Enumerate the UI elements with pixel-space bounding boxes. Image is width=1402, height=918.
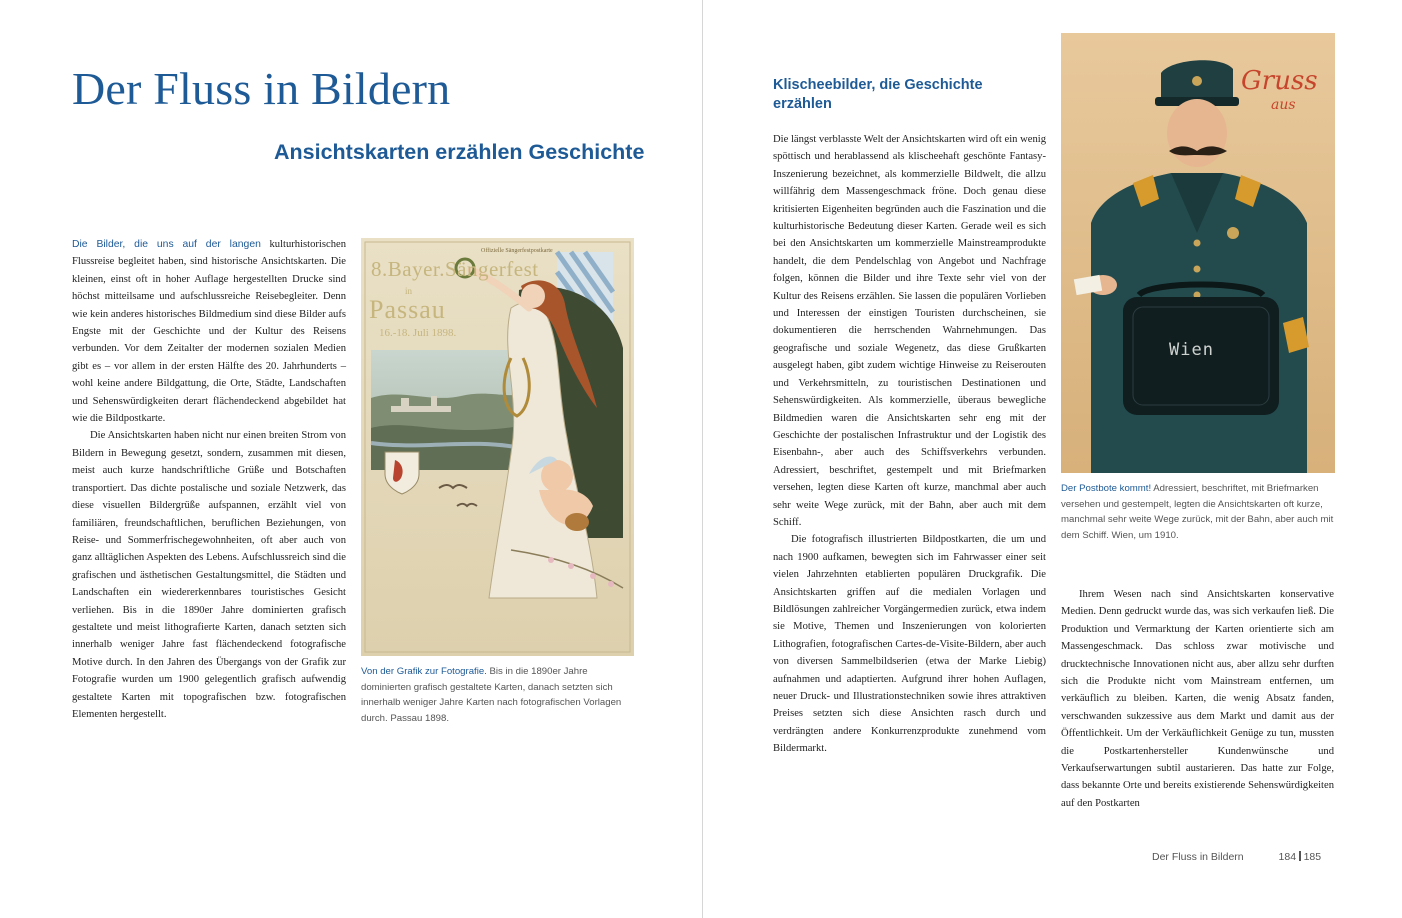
passau-postcard-image	[361, 238, 634, 656]
page-numbers	[1279, 851, 1322, 863]
left-caption-highlight: Von der Grafik zur Fotografie.	[361, 666, 487, 677]
card-title-line3: Passau	[369, 295, 446, 324]
lead-in-text: Die Bilder, die uns auf der langen	[72, 239, 261, 250]
left-paragraph-1: Die Bilder, die uns auf der langen kulturhistorischen Flussreise begleitet haben, sind historische Ansichtskarten. Die kleinen, einst oft in hoher Auflage hergestellten Drucke sind höchst mitteilsame und aufschlussreiche Reisebegleiter. Denn wie kein anderes historisches Bildmedium sind diese Bilder aufs Engste mit der Geschichte und der Kultur des Reisens verbunden. Vor dem Zeitalter der modernen sozialen Medien gibt es – vor allem in der ersten Hälfte des 20. Jahrhunderts – wohl keine andere Bildgattung, die Orte, Städte, Landschaften und Sehenswürdigkeiten derart flächendeckend abgebildet hat wie die Bildpostkarte.	[72, 239, 346, 425]
bag-label-text: Wien	[1169, 340, 1214, 360]
page-number-separator	[1299, 851, 1301, 861]
running-title: Der Fluss in Bildern	[1152, 851, 1244, 863]
card-title-line2: in	[405, 286, 413, 296]
page-number-left: 184	[1278, 851, 1297, 863]
mail-bag	[1123, 285, 1279, 416]
left-body-text	[72, 236, 346, 723]
page-subtitle: Ansichtskarten erzählen Geschichte	[274, 140, 645, 164]
card-aus-text: aus	[1271, 97, 1296, 113]
card-header-text: Offizielle Sängerfestpostkarte	[481, 248, 553, 254]
right-paragraph-2: Die fotografisch illustrierten Bildpostkarten, die um und nach 1900 aufkamen, bewegten sich im Fahrwasser einer seit vielen Jahrzehnten etablierten populären Druckgrafik. Die Ansichtskarten griffen auf die medialen Vorlagen und Bildlösungen zahlreicher Vorgängermedien zurück, etwa indem sie Motive, Themen und Inszenierungen von kolorierten Lithografien, fotografischen Cartes-de-Visite-Bildern, aber auch von diversen Sammelbildserien (etwa der Marke Liebig) aufnahmen und adaptierten. Aufgrund ihrer hohen Auflagen, neuer Druck- und Illustrationstechniken sowie ihres attraktiven Preises setzten sich diese Ansichten rasch durch und verdrängten andere Konkurrenzprodukte zunehmend vom Bildermarkt.	[773, 534, 1046, 755]
section-heading: Klischeebilder, die Geschichte erzählen	[773, 77, 983, 112]
book-spine	[702, 0, 703, 918]
right-figure-caption: Der Postbote kommt! Adressiert, beschriftet, mit Briefmarken versehen und gestempelt, legten die Ansichtskarten oft kurze, manchmal sehr weite Wege zurück, mit der Bahn, aber auch mit dem Schiff. Wien, um 1910.	[1061, 483, 1334, 541]
left-figure-caption: Von der Grafik zur Fotografie. Bis in die 1890er Jahre dominierten grafisch gestaltete Karten, danach setzten sich innerhalb weniger Jahre Karten nach fotografischen Vorlagen durch. Passau 1898.	[361, 666, 622, 724]
right-paragraph-3: Ihrem Wesen nach sind Ansichtskarten konservative Medien. Denn gedruckt wurde das, was sich verkaufen ließ. Die Produktion und Vermarktung der Karten orientierte sich am Massengeschmack. Das schloss zwar motivische und drucktechnische Innovationen nicht aus, aber allzu sehr durften sich die Produkte nicht vom Mainstream entfernen, um verkäuflich zu bleiben. Karten, die wenig Absatz fanden, verschwanden sukzessive aus dem Markt und damit aus der Öffentlichkeit. Um der Verkäuflichkeit Genüge zu tun, mussten die Postkartenhersteller Kundenwünsche und Verkaufserwartungen subtil austarieren. Das hatte zur Folge, dass bekannte Orte und bereits existierende Sehenswürdigkeiten auf den Postkarten	[1061, 589, 1334, 809]
page-footer	[1152, 851, 1321, 863]
card-title-line4: 16.-18. Juli 1898.	[379, 327, 457, 339]
right-caption-highlight: Der Postbote kommt!	[1061, 483, 1152, 494]
right-body-column-1	[773, 131, 1046, 758]
postman-postcard-image	[1061, 33, 1335, 473]
right-paragraph-1: Die längst verblasste Welt der Ansichtskarten wird oft ein wenig spöttisch und herablassend als klischeehaft geschönte Fantasy-Inszenierung bezeichnet, als kommerzielle Bildwelt, die allzu willfährig dem Massengeschmack fröne. Doch genau diese kritisierten Eigenheiten begründen auch die Faszination und die kulturhistorische Bedeutung dieser Karten. Gerade weil es sich bei den Ansichtskarten um kommerzielle Mainstreamprodukte handelt, die dem Pendelschlag von Angebot und Nachfrage folgen, können die Bilder und ihre Texte sehr viel von der Kultur des Reisens erzählen. Sie lassen die populären Vorlieben und Interessen der einstigen Touristen durchscheinen, sie dokumentieren die herrschenden Wahrnehmungen. Das geografische und soziale Wegenetz, das diese Grußkarten ausgelegt haben, gibt zudem wichtige Hinweise zu Reiserouten und Verkehrsmitteln, zu touristischen Destinationen und Sehenswürdigkeiten. Als kommerzielle, überaus bewegliche Bildmedien waren die Ansichtskarten sehr eng mit der Geschichte der postalischen Infrastruktur und der Logistik des Eisenbahn-, aber auch des Schiffsverkehrs verbunden. Adressiert, beschriftet, gestempelt und mit Briefmarken versehen, legten diese Karten oft kurze, manchmal aber auch sehr weite Wege zurück, mit der Bahn, aber auch mit dem Schiff.	[773, 134, 1046, 528]
right-body-column-2	[1061, 586, 1334, 812]
left-paragraph-2: Die Ansichtskarten haben nicht nur einen breiten Strom von Bildern in Bewegung gesetzt, sondern, zusammen mit diesen, meist auch kurze handschriftliche Grüße und Botschaften transportiert. Das dichte postalische und soziale Netzwerk, das diese visuellen Bildergrüße aufspannen, erzählt viel von familiären, freundschaftlichen, beruflichen Beziehungen, von Reise- und Sommerfrischegewohnheiten, oft aber auch von ganz alltäglichen Aspekten des Lebens. Aufschlussreich sind die grafischen und ästhetischen Gestaltungsmittel, die Städten und Landschaften ein wiedererkennbares touristisches Gesicht verliehen. Bis in die 1890er Jahre dominierten grafisch gestaltete und meist lithografierte Karten, danach setzten sich innerhalb weniger Jahre fast flächendeckend fotografische Motive durch. In den Jahren des Übergangs von der Grafik zur Fotografie wurden um 1900 gelegentlich grafisch aufwendig gestaltete Karten mit topografischen bzw. fotografischen Elementen hergestellt.	[72, 430, 346, 720]
page-number-right: 185	[1303, 851, 1322, 863]
page-title: Der Fluss in Bildern	[72, 63, 451, 114]
card-gruss-text: Gruss	[1241, 66, 1318, 96]
card-title-line1: 8.Bayer.Sängerfest	[371, 257, 539, 281]
